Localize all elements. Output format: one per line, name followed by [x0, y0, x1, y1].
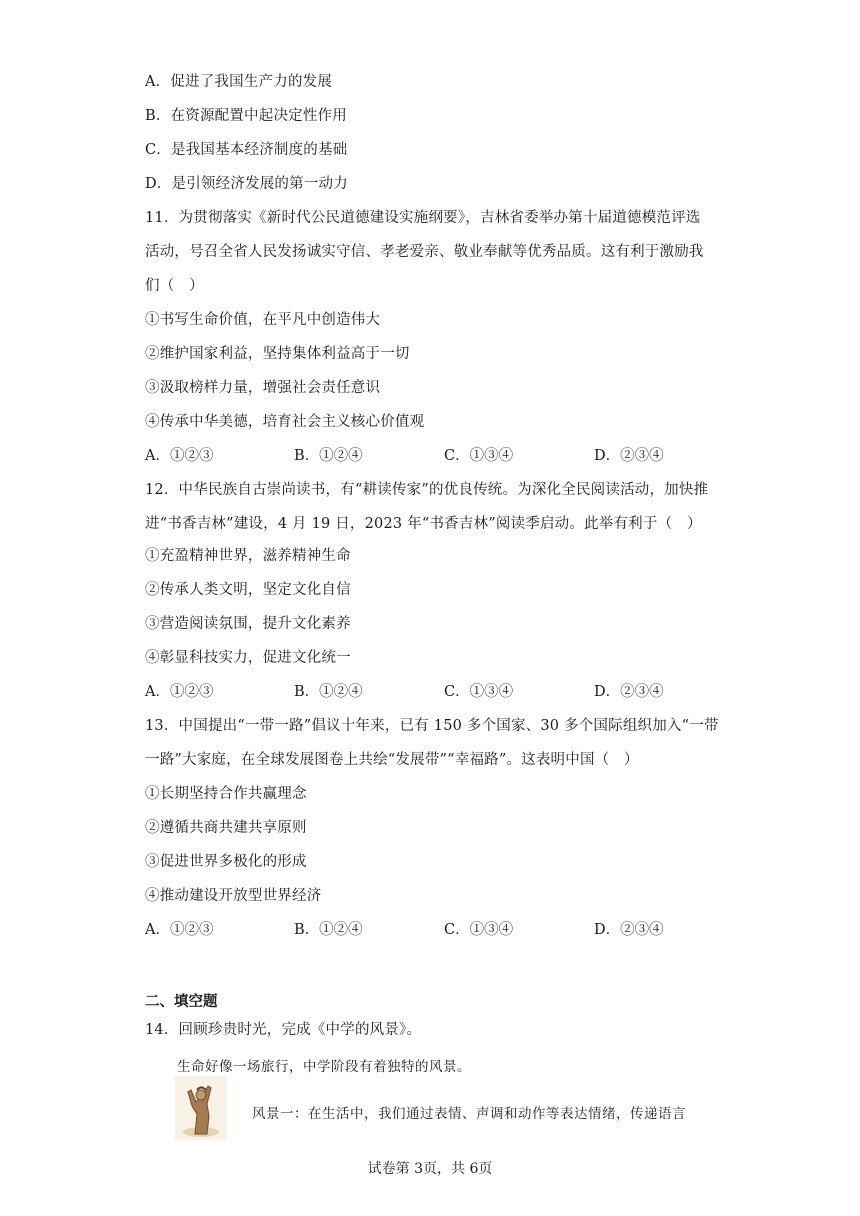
q13-stem-line2: 一路”大家庭，在全球发展图卷上共绘“发展带”“幸福路”。这表明中国（ ）: [145, 752, 639, 768]
q12-item-1: ①充盈精神世界，滋养精神生命: [145, 548, 351, 564]
q14-stem: 14．回顾珍贵时光，完成《中学的风景》。: [145, 1022, 422, 1038]
q13-item-3: ③促进世界多极化的形成: [145, 854, 307, 870]
q11-choice-b[interactable]: B．①②④: [294, 448, 363, 464]
q13-item-4: ④推动建设开放型世界经济: [145, 888, 322, 904]
q11-stem-line2: 活动，号召全省人民发扬诚实守信、孝老爱亲、敬业奉献等优秀品质。这有利于激励我: [145, 244, 704, 260]
q11-item-3: ③汲取榜样力量，增强社会责任意识: [145, 380, 381, 396]
q12-choice-b[interactable]: B．①②④: [294, 684, 363, 700]
q12-item-2: ②传承人类文明，坚定文化自信: [145, 582, 351, 598]
q12-choice-d[interactable]: D．②③④: [594, 684, 664, 700]
q13-choice-d[interactable]: D．②③④: [594, 922, 664, 938]
q10-option-a: A．促进了我国生产力的发展: [145, 74, 333, 90]
q11-item-1: ①书写生命价值，在平凡中创造伟大: [145, 312, 381, 328]
q14-intro: 生命好像一场旅行，中学阶段有着独特的风景。: [177, 1059, 471, 1075]
q11-choice-c[interactable]: C．①③④: [444, 448, 514, 464]
q11-choice-d[interactable]: D．②③④: [594, 448, 664, 464]
q12-item-3: ③营造阅读氛围，提升文化素养: [145, 616, 351, 632]
q11-item-2: ②维护国家利益，坚持集体利益高于一切: [145, 346, 410, 362]
q13-item-1: ①长期坚持合作共赢理念: [145, 786, 307, 802]
q11-item-4: ④传承中华美德，培育社会主义核心价值观: [145, 414, 425, 430]
page-footer: 试卷第 3页，共 6页: [367, 1161, 493, 1177]
q11-stem-line1: 11．为贯彻落实《新时代公民道德建设实施纲要》，吉林省委举办第十届道德模范评选: [145, 210, 701, 226]
q13-choice-c[interactable]: C．①③④: [444, 922, 514, 938]
section-title: 二、填空题: [145, 994, 218, 1010]
q11-stem-line3: 们（ ）: [145, 278, 204, 294]
q10-option-b: B．在资源配置中起决定性作用: [145, 108, 347, 124]
q12-stem-line1: 12．中华民族自古崇尚读书，有“耕读传家”的优良传统。为深化全民阅读活动，加快推: [145, 482, 709, 498]
q13-choice-a[interactable]: A．①②③: [145, 922, 214, 938]
q12-item-4: ④彰显科技实力，促进文化统一: [145, 650, 351, 666]
q14-scene1: 风景一：在生活中，我们通过表情、声调和动作等表达情绪，传递语言: [252, 1106, 686, 1122]
q12-stem-line2: 进“书香吉林”建设，4 月 19 日，2023 年“书香吉林”阅读季启动。此举有利于（ ）: [145, 516, 702, 532]
q10-option-c: C．是我国基本经济制度的基础: [145, 142, 348, 158]
q13-stem-line1: 13．中国提出“一带一路”倡议十年来，已有 150 多个国家、30 多个国际组织加入“一带: [145, 718, 719, 734]
q11-choice-a[interactable]: A．①②③: [145, 448, 214, 464]
q12-choice-a[interactable]: A．①②③: [145, 684, 214, 700]
q12-choice-c[interactable]: C．①③④: [444, 684, 514, 700]
q13-choice-b[interactable]: B．①②④: [294, 922, 363, 938]
q10-option-d: D．是引领经济发展的第一动力: [145, 176, 348, 192]
figure-illustration-icon: [175, 1076, 227, 1140]
q13-item-2: ②遵循共商共建共享原则: [145, 820, 307, 836]
